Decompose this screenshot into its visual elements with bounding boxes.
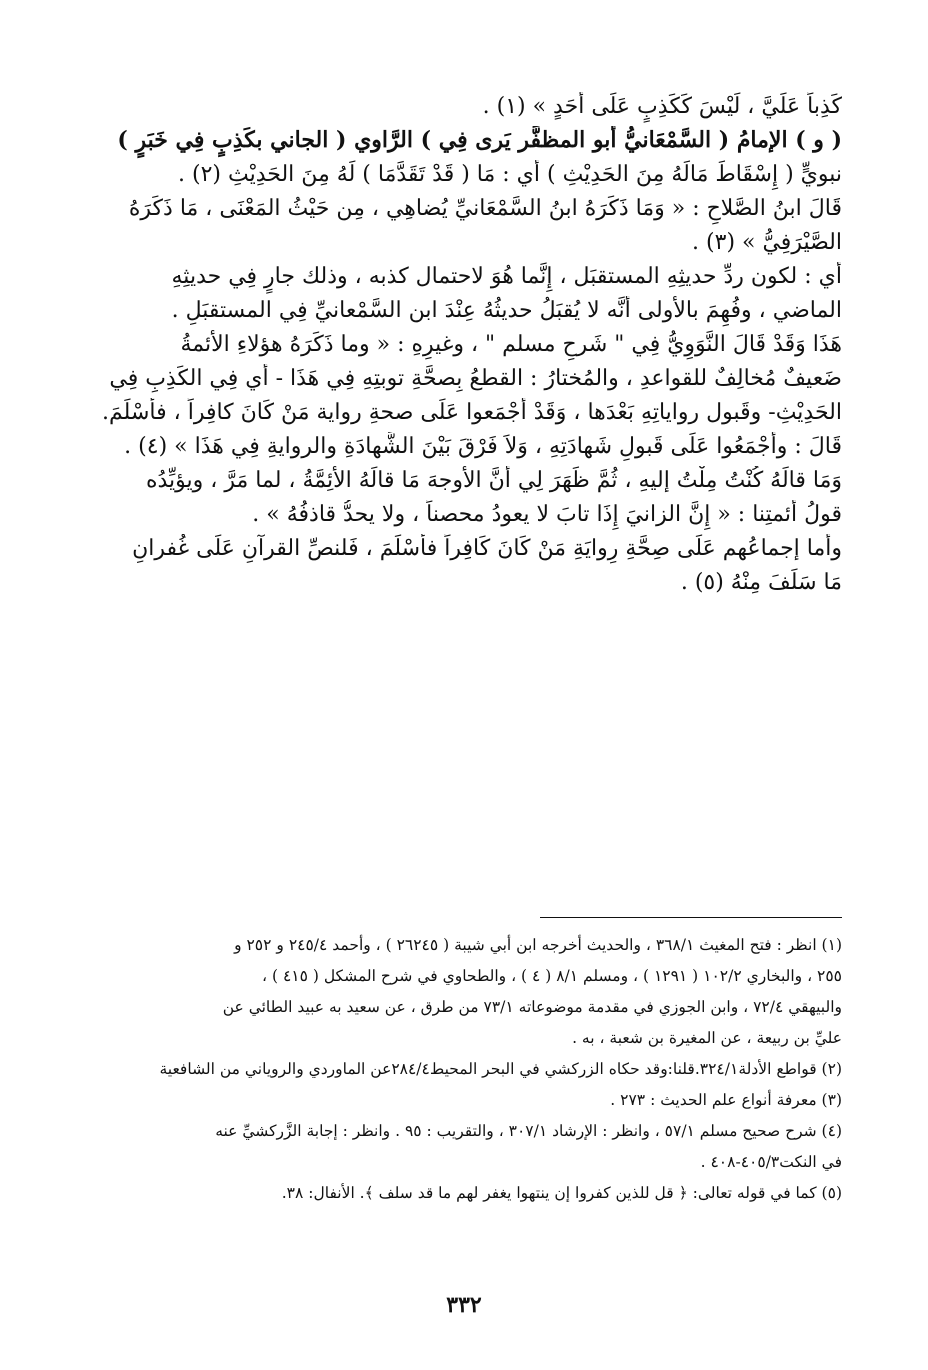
footnote-line-2: ٢٥٥ ، والبخاري ١٠٢/٢ ( ١٢٩١ ) ، ومسلم ٨/١ ( ٤ ) ، والطحاوي في شرح المشكل ( ٤١٥ ) ، <box>262 967 842 985</box>
footnote-line-5: (٢) قواطع الأدلة٣٢٤/١.قلنا:وقد حكاه الزركشي في البحر المحيط٢٨٤/٤عن الماوردي والروياني من الشافعية <box>159 1060 842 1078</box>
body-line-4: قَالَ ابنُ الصَّلاحِ : « وَمَا ذَكَرَهُ ابنُ السَّمْعَانيِّ يُضاهِي ، مِن حَيْثُ المَعْنَى ، مَا ذَكَرَهُ <box>128 196 842 221</box>
body-line-7: الماضي ، وفُهِمَ بالأولى أَنَّه لا يُقبَلُ حديثُهُ عِنْدَ ابن السَّمْعانيِّ فِي المستقبَلِ . <box>171 298 842 323</box>
main-text <box>70 92 842 602</box>
footnote-line-3: والبيهقي ٧٢/٤ ، وابن الجوزي في مقدمة موضوعاته ٧٣/١ من طرق ، عن سعيد به عبيد الطائي عن <box>222 998 842 1016</box>
footnote-divider <box>540 917 842 918</box>
body-line-10: الحَدِيْثِ- وقَبول رواياتِهِ بَعْدَها ، وَقَدْ أَجْمَعوا عَلَى صحةِ رواية مَنْ كَانَ كافِراً ، فأَسْلَمَ. <box>102 400 842 425</box>
body-line-3: نبويٍّ ( إِسْقَاطَ مَالَهُ مِنَ الحَدِيْثِ ) أي : مَا ( قَدْ تَقَدَّمَا ) لَهُ مِنَ الحَدِيْثِ (٢) . <box>178 162 842 187</box>
body-line-2: ( و ) الإمامُ ( السَّمْعَانيُّ أَبو المظفَّر يَرى فِي ) الرَّاوي ( الجاني بكَذِبٍ فِي خَبَرٍ ) <box>117 127 842 153</box>
footnote-line-4: عليِّ بن ربيعة ، عن المغيرة بن شعبة ، به . <box>572 1029 842 1047</box>
body-line-13: قولُ أئمتِنا : « إِنَّ الزانيَ إِذَا تابَ لا يعودُ محصناً ، ولا يحدُّ قاذفُهُ » . <box>252 502 842 527</box>
page-number: ٣٣٢ <box>446 1292 482 1318</box>
body-line-9: ضَعيفٌ مُخالِفٌ للقواعدِ ، والمُختارُ : القطعُ بِصحَّةِ توبتِهِ فِي هَذَا - أي فِي الكَذِبِ فِي <box>109 366 842 391</box>
footnote-line-7: (٤) شرح صحيح مسلم ٥٧/١ ، وانظر : الإرشاد ٣٠٧/١ ، والتقريب : ٩٥ . وانظر : إجابة الزَّركشيِّ عنه <box>215 1122 842 1140</box>
footnote-line-6: (٣) معرفة أنواع علم الحديث : ٢٧٣ . <box>610 1091 842 1109</box>
footnote-line-1: (١) انظر : فتح المغيث ٣٦٨/١ ، والحديث أخرجه ابن أبي شيبة ( ٢٦٢٤٥ ) ، وأحمد ٢٤٥/٤ و ٢٥٢ و <box>234 936 842 954</box>
body-line-11: قَالَ : وأَجْمَعُوا عَلَى قَبولِ شَهادَتِهِ ، وَلاَ فَرْقَ بَيْنَ الشَّهادَةِ والروايةِ فِي هَذَا » (٤) . <box>124 434 842 459</box>
footnotes <box>70 934 842 1213</box>
body-line-14: وأما إجماعُهم عَلَى صِحَّةِ رِوايَةِ مَنْ كَانَ كَافِراً فأَسْلَمَ ، فَلنصِّ القرآنِ عَلَى غُفرانِ <box>132 536 842 561</box>
body-line-1: كَذِباً عَلَيَّ ، لَيْسَ كَكَذِبٍ عَلَى أَحَدٍ » (١) . <box>482 94 842 119</box>
body-line-8: هَذَا وَقَدْ قَالَ النَّوَوِيُّ فِي " شَرحِ مسلم " ، وغيرِهِ : « وما ذَكَرَهُ هؤلاءِ الأئمةُ <box>180 332 842 357</box>
body-line-6: أي : لكون ردِّ حديثِهِ المستقبَل ، إِنَّما هُوَ لاحتمال كذبه ، وذلك جارٍ فِي حديثِهِ <box>171 264 842 289</box>
body-line-5: الصَّيْرَفِيُّ » (٣) . <box>692 230 842 255</box>
body-line-12: وَمَا قالَهُ كُنْتُ مِلْتُ إليهِ ، ثُمَّ ظَهَرَ لِي أنَّ الأوجهَ مَا قالَهُ الأئِمَّةُ ، لما مَرَّ ، ويؤيِّدُه <box>145 468 842 493</box>
footnote-line-8: في النكت٤٠٥/٣-٤٠٨ . <box>700 1153 842 1171</box>
body-line-15: مَا سَلَفَ مِنْهُ (٥) . <box>680 570 842 595</box>
footnote-line-9: (٥) كما في قوله تعالى: ﴿ قل للذين كفروا إن ينتهوا يغفر لهم ما قد سلف ﴾. الأنفال: ٣٨. <box>281 1184 842 1202</box>
